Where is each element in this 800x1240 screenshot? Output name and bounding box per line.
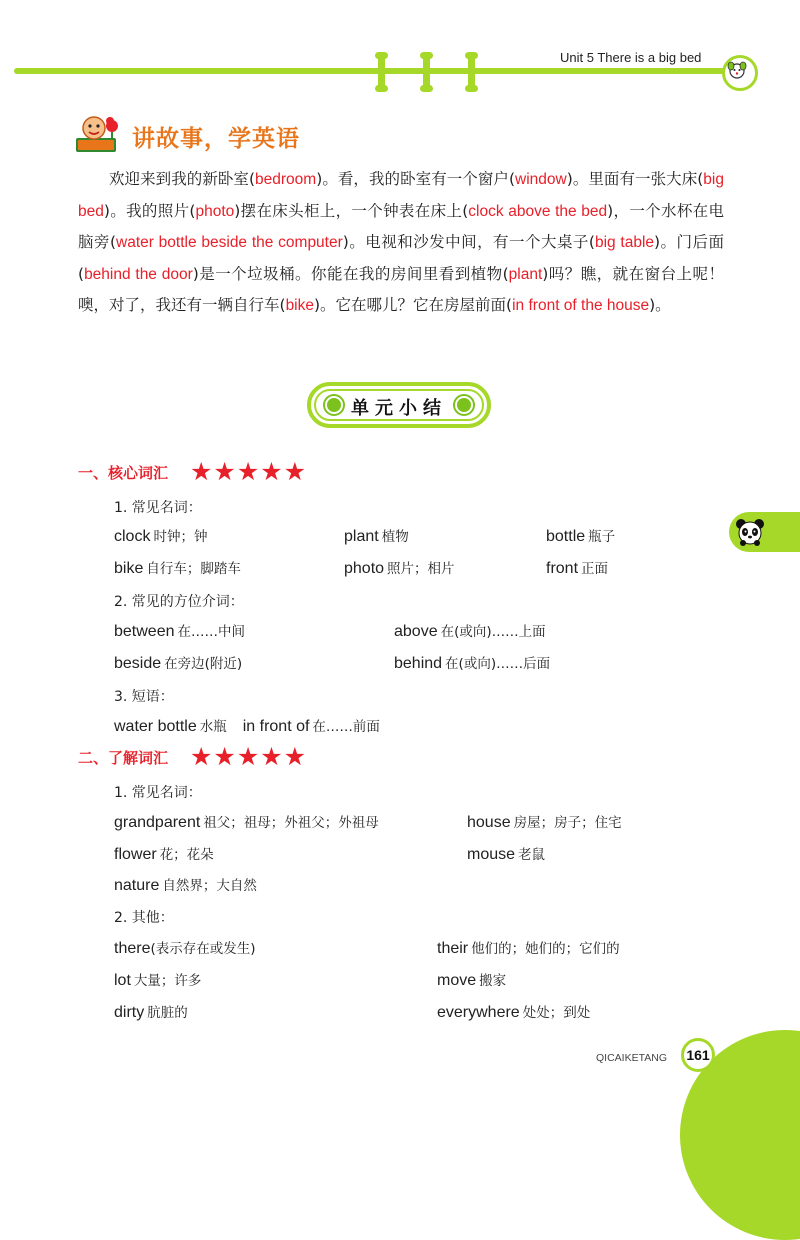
story-english-term: big table	[594, 234, 655, 251]
story-text: )。电视和沙发中间，有一个大桌子(	[342, 233, 595, 251]
story-text: )。看，我的卧室有一个窗户(	[316, 170, 516, 188]
page-number-badge	[681, 1038, 715, 1072]
story-text: )。里面有一张大床(	[566, 170, 704, 188]
vocab-item: bottle 瓶子	[546, 528, 616, 545]
page-number: 161	[686, 1047, 710, 1063]
vocab-item: flower 花；花朵	[114, 846, 214, 863]
vocab-item: plant 植物	[344, 528, 409, 545]
subheading: 3. 短语：	[114, 689, 174, 705]
dog-mascot-icon	[722, 55, 758, 91]
unit-title: Unit 5 There is a big bed	[560, 50, 702, 65]
story-english-term: photo	[195, 202, 235, 220]
vocab-item: nature 自然界；大自然	[114, 877, 257, 894]
story-english-term: water bottle beside the computer	[116, 234, 343, 251]
section-title-core-vocabulary: 一、核心词汇	[78, 464, 169, 482]
story-text: )。门后面(	[78, 233, 724, 283]
vocab-item: house 房屋；房子；住宅	[467, 814, 622, 831]
vocab-item: lot 大量；许多	[114, 972, 202, 989]
story-heading-icon	[74, 112, 122, 156]
story-title: 讲故事，学英语	[132, 126, 300, 152]
unit-summary-banner	[307, 382, 491, 428]
story-english-term: clock above the bed	[468, 202, 608, 220]
summary-title: 单元小结	[351, 398, 447, 419]
story-english-term: window	[515, 171, 567, 188]
story-english-term: plant	[508, 265, 543, 283]
binder-ring	[378, 52, 385, 92]
story-text: )吗？瞧，就在窗台上呢！噢，对了，我还有一辆自行车(	[78, 264, 724, 314]
story-text: )摆在床头柜上，一个钟表在床上(	[234, 201, 469, 220]
story-text: )，一个水杯在电脑旁(	[78, 201, 724, 251]
vocab-item: beside 在旁边(附近)	[114, 655, 243, 672]
story-english-term: in front of the house	[512, 297, 650, 314]
story-text: )是一个垃圾桶。你能在我的房间里看到植物(	[192, 264, 509, 283]
rating-stars: ★★★★★	[190, 457, 308, 486]
vocab-item: front 正面	[546, 560, 609, 577]
vocab-item: there(表示存在或发生)	[114, 940, 256, 957]
binder-ring	[468, 52, 475, 92]
vocab-item: grandparent 祖父；祖母；外祖父；外祖母	[114, 814, 379, 831]
panda-icon	[735, 518, 765, 546]
story-english-term: bedroom	[255, 171, 317, 188]
story-paragraph	[78, 164, 724, 322]
brand-label: QICAIKETANG	[596, 1052, 667, 1064]
vocab-item: move 搬家	[437, 972, 507, 989]
story-english-term: big bed	[78, 171, 724, 220]
vocab-item: bike 自行车；脚踏车	[114, 560, 241, 577]
binder-ring	[423, 52, 430, 92]
story-text: )。它在哪儿？它在房屋前面(	[314, 296, 513, 314]
subheading: 1. 常见名词：	[114, 500, 202, 516]
story-text: )。我的照片(	[103, 201, 196, 220]
vocab-item: their 他们的；她们的；它们的	[437, 940, 620, 957]
vocab-item: clock 时钟；钟	[114, 528, 208, 545]
vocab-item: between 在……中间	[114, 623, 245, 640]
subheading: 1. 常见名词：	[114, 785, 202, 801]
story-english-term: behind the door	[84, 265, 193, 283]
header-bar	[14, 68, 736, 74]
vocab-item: photo 照片；相片	[344, 560, 455, 577]
vocab-item: behind 在(或向)……后面	[394, 655, 551, 672]
vocab-item: mouse 老鼠	[467, 846, 546, 863]
story-text: )。	[649, 296, 671, 314]
subheading: 2. 常见的方位介词：	[114, 594, 244, 610]
vocab-item: water bottle 水瓶 in front of 在……前面	[114, 718, 380, 735]
rating-stars: ★★★★★	[190, 742, 308, 771]
section-title-general-vocabulary: 二、了解词汇	[78, 749, 169, 767]
story-text: 欢迎来到我的新卧室(	[109, 170, 256, 188]
vocab-item: everywhere 处处；到处	[437, 1004, 591, 1021]
vocab-item: dirty 肮脏的	[114, 1004, 188, 1021]
vocab-item: above 在(或向)……上面	[394, 623, 546, 640]
subheading: 2. 其他：	[114, 910, 174, 926]
story-english-term: bike	[285, 297, 314, 314]
